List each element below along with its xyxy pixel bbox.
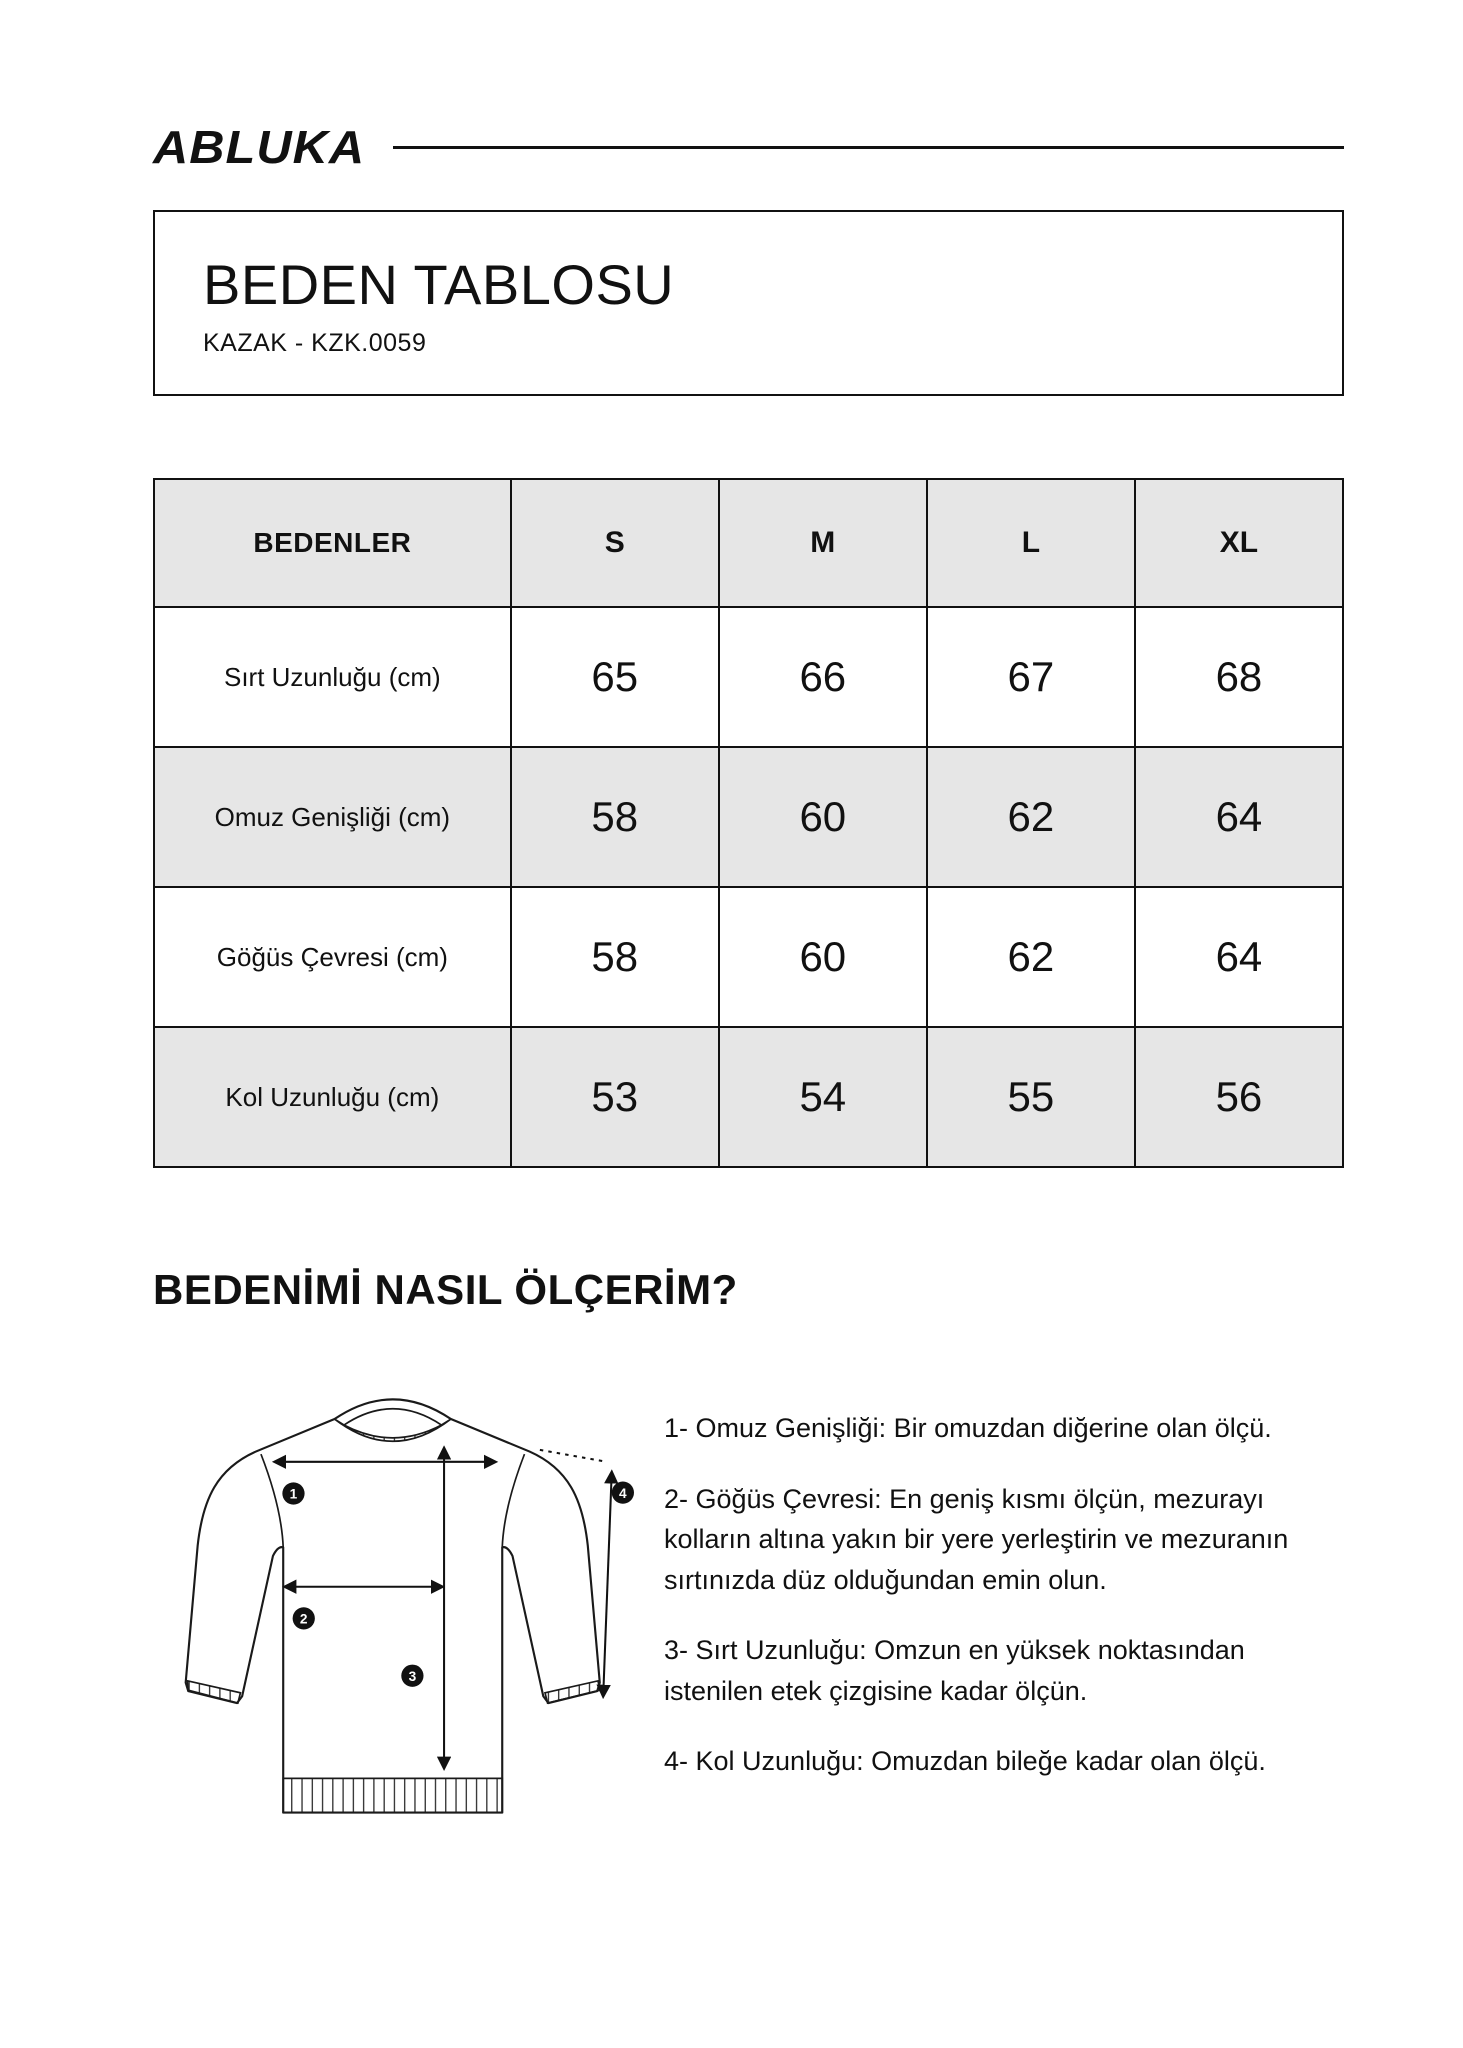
- measurement-arrows: [275, 1448, 612, 1768]
- cell-value: 60: [719, 887, 927, 1027]
- header: [153, 120, 1344, 174]
- cell-value: 68: [1135, 607, 1343, 747]
- product-code: KAZAK - KZK.0059: [203, 329, 427, 357]
- marker-1-label: 1: [289, 1486, 298, 1502]
- table-row-gogus-cevresi: [154, 887, 1343, 1027]
- table-row-omuz-genisligi: [154, 747, 1343, 887]
- brand-logo: ABLUKA: [153, 121, 366, 173]
- measure-section-heading: BEDENİMİ NASIL ÖLÇERİM?: [153, 1266, 738, 1313]
- collar-rib: [335, 1419, 451, 1441]
- row-label: Göğüs Çevresi (cm): [154, 887, 511, 1027]
- row-label: Sırt Uzunluğu (cm): [154, 607, 511, 747]
- cell-value: 65: [511, 607, 719, 747]
- sleeve-length-arrow: [603, 1472, 612, 1696]
- cell-value: 62: [927, 887, 1135, 1027]
- header-cell-size-l: L: [927, 479, 1135, 607]
- cell-value: 67: [927, 607, 1135, 747]
- measure-instructions: [658, 1366, 1344, 1833]
- size-table: [153, 478, 1344, 1168]
- row-label: Kol Uzunluğu (cm): [154, 1027, 511, 1167]
- table-row-sirt-uzunlugu: [154, 607, 1343, 747]
- instruction-omuz-genisligi: 1- Omuz Genişliği: Bir omuzdan diğerine olan ölçü.: [664, 1413, 1272, 1443]
- left-cuff-rib: [187, 1681, 240, 1703]
- marker-2-label: 2: [299, 1611, 308, 1627]
- cell-value: 53: [511, 1027, 719, 1167]
- instruction-kol-uzunlugu: 4- Kol Uzunluğu: Omuzdan bileğe kadar olan ölçü.: [664, 1746, 1266, 1776]
- sweater-diagram-svg: [153, 1366, 641, 1828]
- cell-value: 55: [927, 1027, 1135, 1167]
- cell-value: 58: [511, 887, 719, 1027]
- marker-4-label: 4: [619, 1485, 627, 1501]
- cell-value: 60: [719, 747, 927, 887]
- sleeve-arrow-lead-line: [540, 1450, 607, 1462]
- cell-value: 64: [1135, 747, 1343, 887]
- cell-value: 54: [719, 1027, 927, 1167]
- header-cell-bedenler: BEDENLER: [154, 479, 511, 607]
- table-row-kol-uzunlugu: [154, 1027, 1343, 1167]
- cell-value: 66: [719, 607, 927, 747]
- cell-value: 56: [1135, 1027, 1343, 1167]
- header-divider-line: [393, 146, 1344, 149]
- size-table-header-row: [154, 479, 1343, 607]
- instruction-sirt-uzunlugu: 3- Sırt Uzunluğu: Omzun en yüksek noktasından istenilen etek çizgisine kadar ölçün.: [664, 1635, 1245, 1706]
- hem-rib: [283, 1778, 502, 1812]
- marker-3-label: 3: [408, 1668, 417, 1684]
- right-cuff-rib: [545, 1681, 600, 1703]
- header-cell-size-xl: XL: [1135, 479, 1343, 607]
- instruction-gogus-cevresi: 2- Göğüs Çevresi: En geniş kısmı ölçün, mezurayı kolların altına yakın bir yere yerleştirin ve mezuranın sırtınızda düz olduğundan emin olun.: [664, 1483, 1289, 1595]
- sweater-measurement-diagram: [153, 1366, 658, 1833]
- cell-value: 64: [1135, 887, 1343, 1027]
- cell-value: 62: [927, 747, 1135, 887]
- header-cell-size-s: S: [511, 479, 719, 607]
- cell-value: 58: [511, 747, 719, 887]
- title-box: [153, 210, 1344, 396]
- page-title: BEDEN TABLOSU: [203, 253, 675, 316]
- row-label: Omuz Genişliği (cm): [154, 747, 511, 887]
- measure-section-body: [153, 1366, 1344, 1833]
- header-cell-size-m: M: [719, 479, 927, 607]
